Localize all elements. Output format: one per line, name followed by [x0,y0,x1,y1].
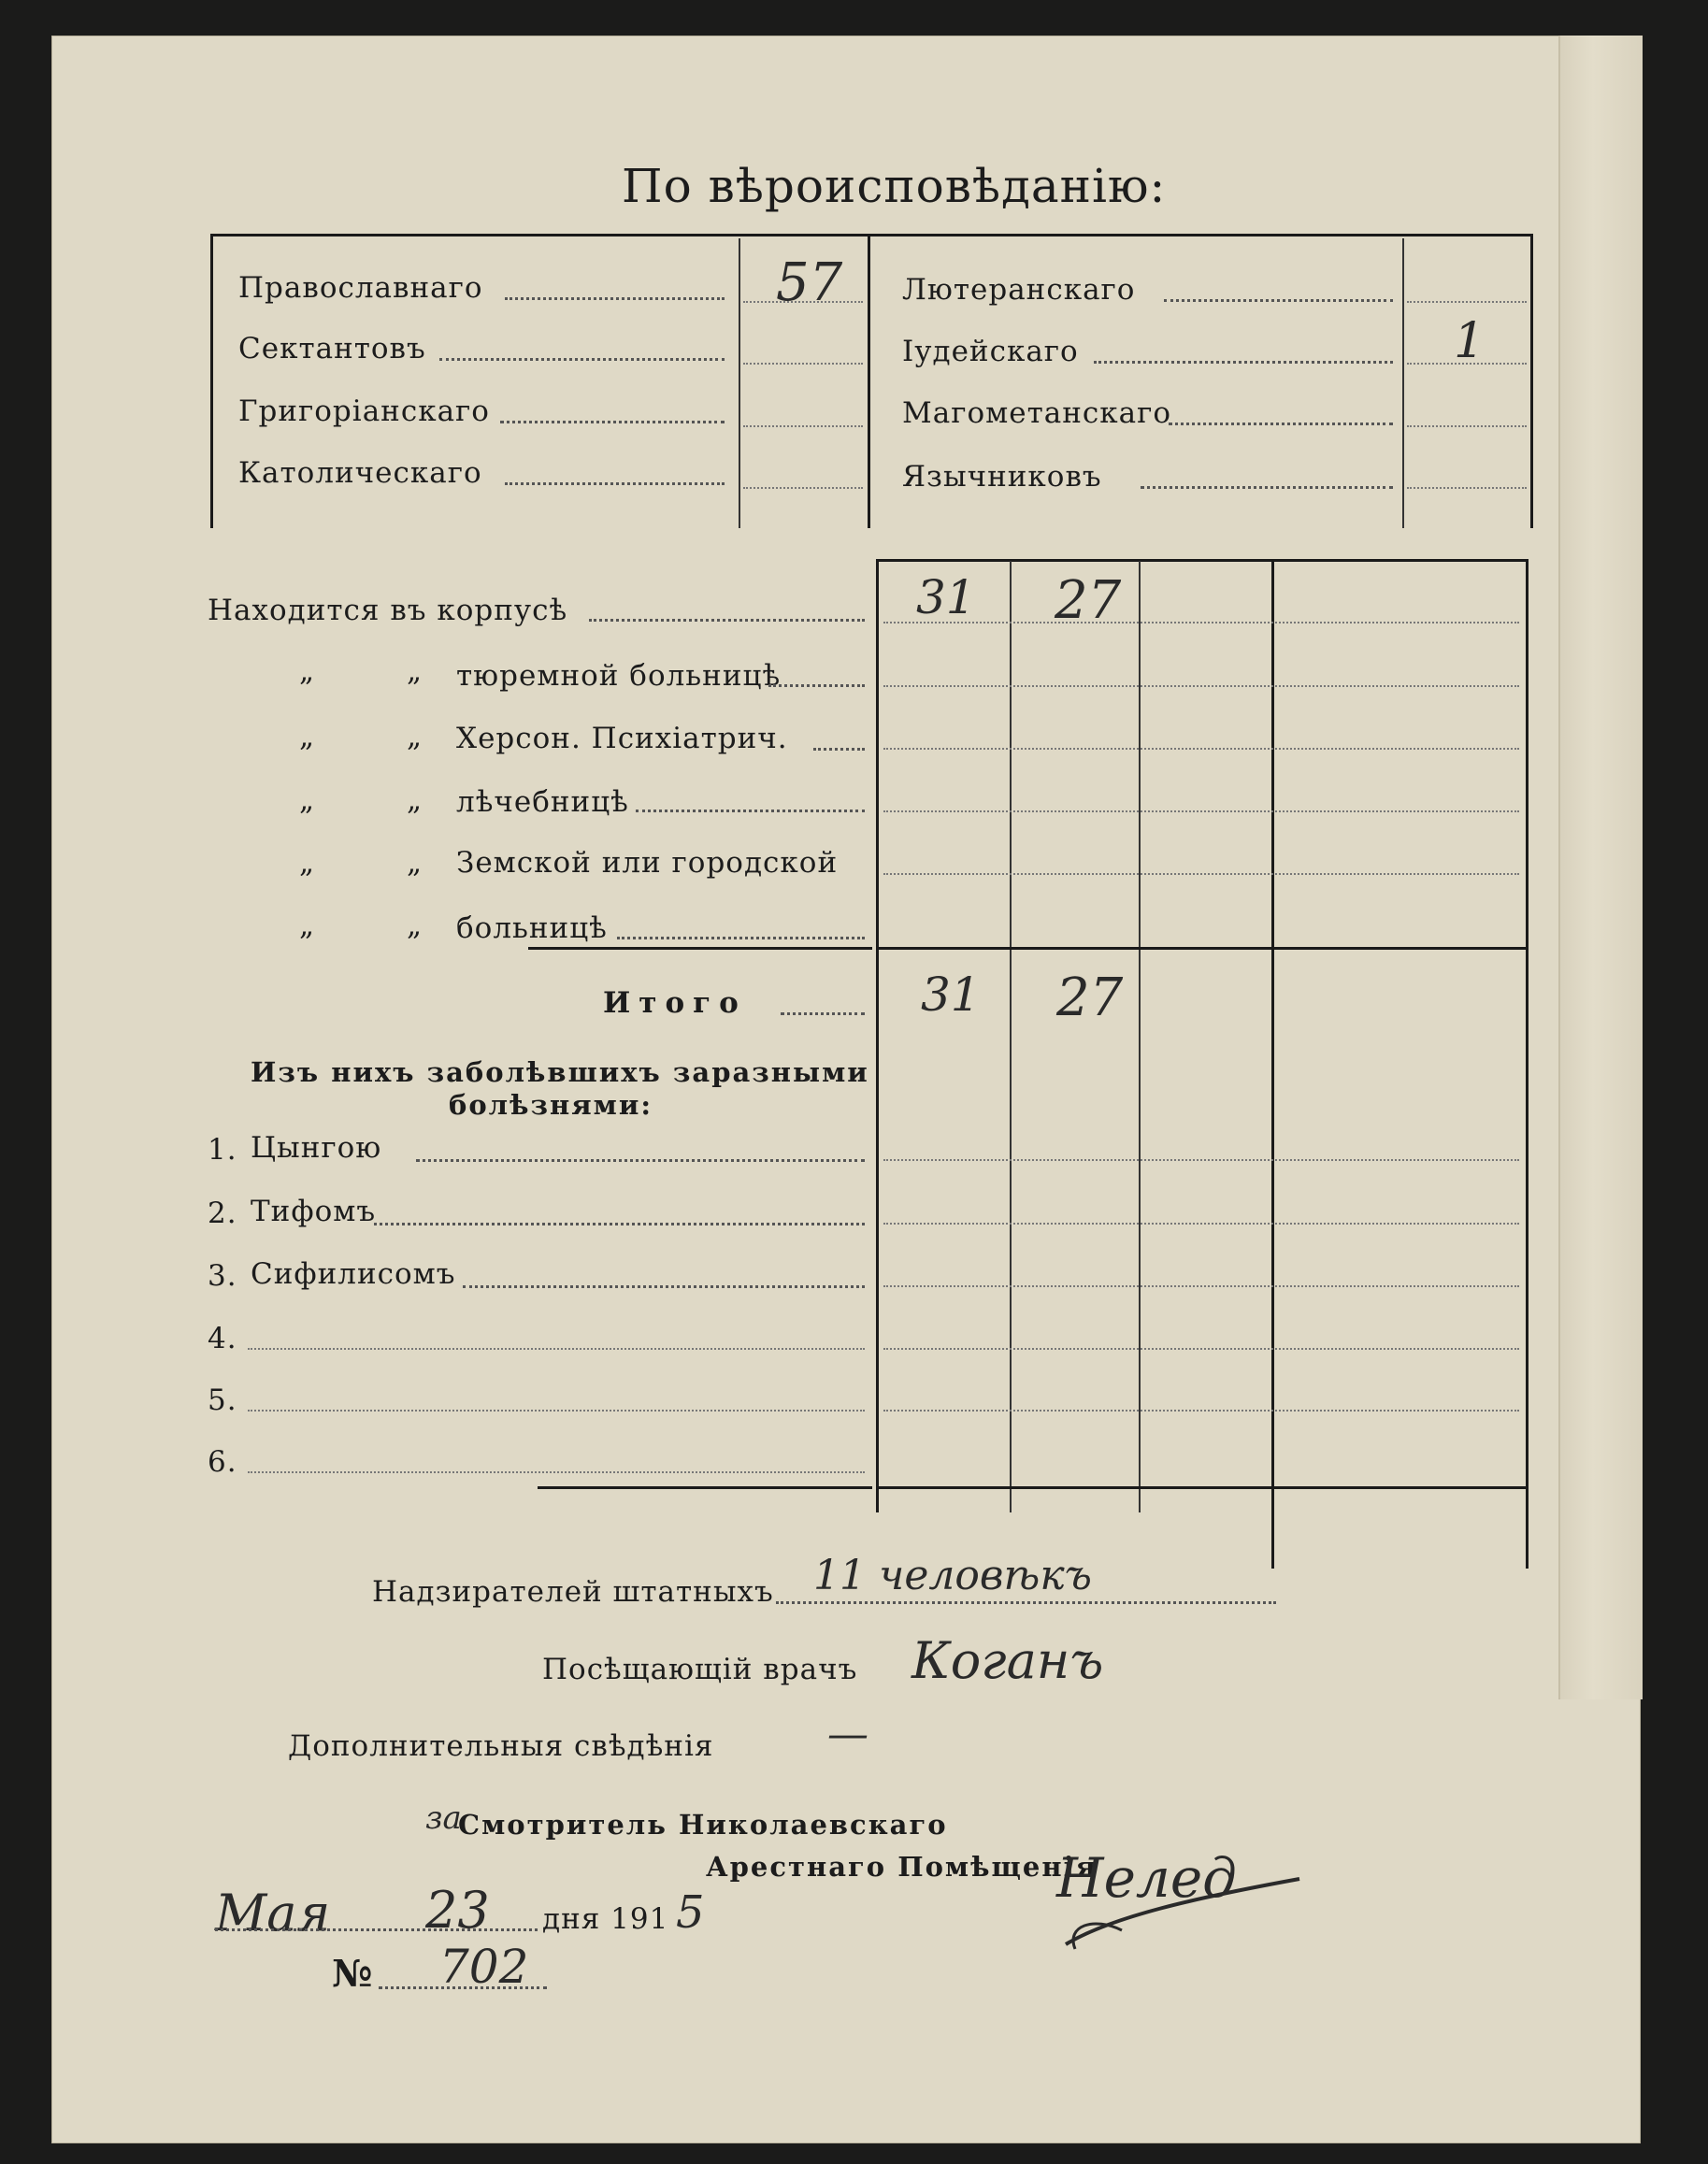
location-label: Херсон. Психіатрич. [456,722,788,755]
date-month: Мая [215,1884,331,1942]
disease-num: 3. [208,1259,237,1293]
doctor-value: Коганъ [911,1631,1104,1690]
table-col-line [876,559,879,1512]
ditto-mark: „ [407,783,423,817]
location-label: тюремной больницѣ [456,659,782,693]
ditto-mark: „ [299,846,316,880]
extra-label: Дополнительныя свѣдѣнія [288,1729,714,1763]
religion-label: Іудейскаго [902,335,1079,368]
religion-label: Григоріанскаго [238,394,490,428]
paper-fold [1558,36,1643,1699]
signature: Нелед [1056,1846,1237,1910]
religion-box-right [1530,234,1533,528]
number-value: 702 [439,1940,529,1994]
table-bottom-rule [538,1486,872,1489]
table-col-line [1139,561,1141,1512]
signature-flourish [1056,1860,1309,1963]
location-table-top [876,559,1528,562]
disease-num: 6. [208,1445,237,1479]
total-rule [528,947,872,950]
diseases-heading: Изъ нихъ заболѣвшихъ заразными [251,1056,869,1088]
religion-label: Магометанскаго [902,396,1172,430]
date-year-digit: 5 [676,1886,705,1939]
disease-num: 1. [208,1133,237,1167]
signer-title: Арестнаго Помѣщенія [706,1851,1098,1883]
disease-num: 5. [208,1383,237,1417]
date-day: 23 [425,1881,490,1940]
sign-prefix: за [425,1799,462,1837]
table-col-line [1010,561,1012,1512]
total-rule [879,947,1527,950]
religion-value: 57 [776,252,843,313]
disease-num: 2. [208,1197,237,1230]
religion-label: Православнаго [238,271,483,305]
ditto-mark: „ [299,720,316,753]
page-title: По вѣроисповѣданію: [622,159,1167,213]
extra-value: — [827,1711,868,1758]
religion-value-divider-left [739,238,740,528]
ditto-mark: „ [407,654,423,688]
ditto-mark: „ [299,654,316,688]
ditto-mark: „ [407,720,423,753]
disease-num: 4. [208,1322,237,1355]
location-value: 31 [916,570,976,624]
ditto-mark: „ [299,783,316,817]
location-value: 27 [1055,570,1122,631]
location-label: больницѣ [456,911,608,945]
table-bottom-rule [879,1486,1527,1489]
religion-label: Сектантовъ [238,332,426,365]
signer-title: Смотритель Николаевскаго [458,1809,948,1841]
total-label: Итого [603,986,747,1020]
religion-value: 1 [1454,313,1486,369]
number-label: № [332,1952,373,1996]
location-label: лѣчебницѣ [456,785,629,819]
ditto-mark: „ [407,909,423,942]
wardens-value: 11 человѣкъ [813,1552,1092,1599]
religion-value-divider-right [1402,238,1404,528]
location-label: Находится въ корпусѣ [208,594,568,627]
table-col-line [1526,559,1529,1569]
total-value: 31 [921,967,981,1022]
ditto-mark: „ [407,846,423,880]
disease-label: Тифомъ [251,1195,377,1228]
religion-box-left [210,234,213,528]
table-col-line [1271,559,1274,1569]
religion-mid-divider [868,234,870,528]
diseases-heading: болѣзнями: [449,1089,653,1121]
religion-box-top [210,234,1533,236]
wardens-label: Надзирателей штатныхъ [372,1575,774,1609]
doctor-label: Посѣщающій врачъ [542,1653,858,1686]
religion-label: Католическаго [238,456,482,490]
location-label: Земской или городской [456,846,839,880]
religion-label: Лютеранскаго [902,273,1136,307]
disease-label: Цынгою [251,1131,382,1165]
ditto-mark: „ [299,909,316,942]
total-value: 27 [1056,967,1124,1028]
religion-label: Язычниковъ [902,460,1102,494]
disease-label: Сифилисомъ [251,1257,456,1291]
date-text: дня 191 [542,1902,669,1936]
